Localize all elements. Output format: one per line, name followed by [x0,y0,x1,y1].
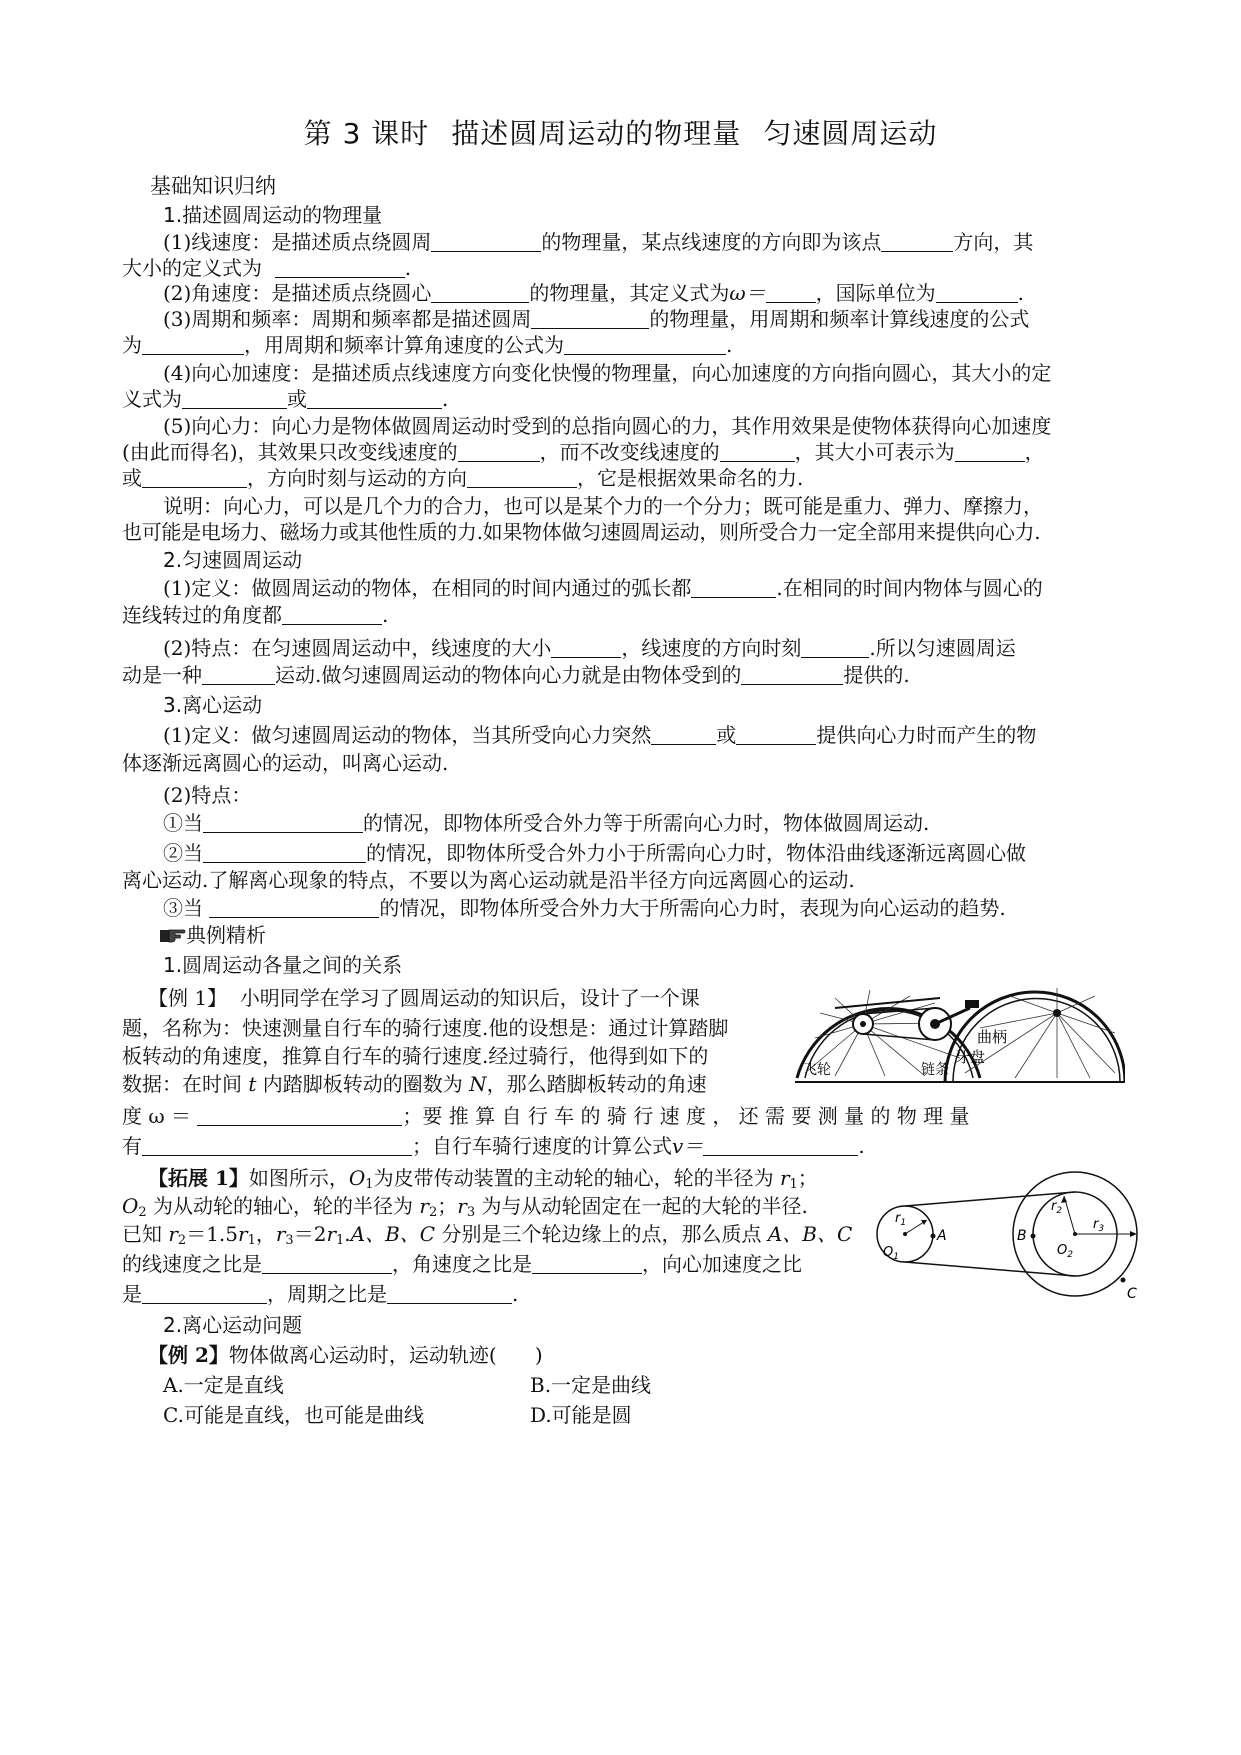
blank[interactable] [741,662,843,685]
s1-p1-line1: (1)线速度：是描述质点绕圆周 的物理量，某点线速度的方向即为该点 方向，其 [163,230,1034,254]
e1-line4: 数据：在时间 t 内踏脚板转动的圈数为 N，那么踏脚板转动的角速 [122,1072,707,1096]
label-r1: $r_1$ [895,1211,907,1228]
blank[interactable] [431,229,541,252]
belt-bottom [905,1262,1075,1276]
label-O2: $O_2$ [1057,1243,1073,1260]
s3-p1-line1: (1)定义：做匀速圆周运动的物体，当其所受向心力突然 或 提供向心力时而产生的物 [163,723,1037,747]
e2-option-b[interactable]: B.一定是曲线 [530,1373,652,1397]
blank[interactable] [142,465,247,488]
s2-p2-line2: 动是一种 运动.做匀速圆周运动的物体向心力就是由物体受到的 提供的. [122,663,910,687]
blank[interactable] [881,229,953,252]
label-crank: 曲柄 [977,1028,1008,1046]
label-chainring: 牙盘 [955,1048,986,1066]
s3-case2-line2: 离心运动.了解离心现象的特点，不要以为离心运动就是沿半径方向远离圆心的运动. [122,868,855,892]
section-basic-heading: 基础知识归纳 [150,174,276,198]
ext1-line4: 的线速度之比是 ，角速度之比是 ，向心加速度之比 [122,1252,802,1276]
s3-case2-line1: ②当 的情况，即物体所受合外力小于所需向心力时，物体沿曲线逐渐远离圆心做 [163,841,1026,865]
s2-p1-line1: (1)定义：做圆周运动的物体，在相同的时间内通过的弧长都 .在相同的时间内物体与圆心的 [163,576,1043,600]
s1-p4-line2: 义式为 或 . [122,387,449,411]
point-C [1121,1278,1126,1283]
e1-line1: 【例 1】 小明同学在学习了圆周运动的知识后，设计了一个课 [148,986,700,1010]
blank[interactable] [766,280,816,303]
blank[interactable] [182,386,287,409]
point-B [1031,1234,1036,1239]
title-topic: 描述圆周运动的物理量 [451,117,742,150]
e2-heading: 2.离心运动问题 [163,1313,303,1337]
blank[interactable] [651,722,716,745]
blank[interactable] [307,386,442,409]
label-O1: $O_1$ [883,1245,899,1262]
examples-header: 典例精析 [160,920,1160,950]
ext1-line2: $O_2$ 为从动轮的轴心，轮的半径为 $r_2$；$r_3$ 为与从动轮固定在一起的大轮的半径. [122,1194,808,1220]
blank[interactable] [282,602,382,625]
title-lesson: 第 3 课时 [303,117,430,150]
blank[interactable] [720,439,795,462]
label-C: C [1127,1286,1137,1302]
blank[interactable] [275,255,405,278]
blank[interactable] [936,280,1018,303]
s1-p2: (2)角速度：是描述质点绕圆心 的物理量，其定义式为ω＝ ，国际单位为 . [163,281,1025,305]
s2-heading: 2.匀速圆周运动 [163,548,303,572]
s1-heading: 1.描述圆周运动的物理量 [163,203,383,227]
e1-line2: 题，名称为：快速测量自行车的骑行速度.他的设想是：通过计算踏脚 [122,1016,729,1040]
s2-p1-line2: 连线转过的角度都 . [122,603,389,627]
label-r3: $r_3$ [1093,1217,1105,1234]
s1-note-line2: 也可能是电场力、磁场力或其他性质的力.如果物体做匀速圆周运动，则所受合力一定全部用来提供向心力. [122,520,1041,544]
blank[interactable] [458,439,540,462]
e1-line3: 板转动的角速度，推算自行车的骑行速度.经过骑行，他得到如下的 [122,1044,709,1068]
s1-p4-line1: (4)向心加速度：是描述质点线速度方向变化快慢的物理量，向心加速度的方向指向圆心，其大小的定 [163,361,1052,385]
page-title [0,112,1241,152]
s1-p3-line2: 为 ，用周期和频率计算角速度的公式为 . [122,333,733,357]
pointing-hand-icon [160,926,186,944]
e2-option-d[interactable]: D.可能是圆 [530,1403,632,1427]
blank[interactable] [531,306,649,329]
label-chain: 链条 [921,1062,949,1078]
bicycle-drivetrain-figure [795,978,1125,1100]
e2-question: 【例 2】物体做离心运动时，运动轨迹( ) [148,1343,543,1367]
blank[interactable] [202,662,275,685]
point-A [931,1234,936,1239]
blank[interactable] [703,1133,858,1156]
e1-line5: 度 ω ＝ ；要 推 算 自 行 车 的 骑 行 速 度 ， 还 需 要 测 量 的 物 理 量 [122,1104,970,1128]
blank[interactable] [209,895,379,918]
ext1-line5: 是 ，周期之比是 . [122,1282,519,1306]
blank[interactable] [431,280,529,303]
blank[interactable] [203,810,363,833]
s1-p5-line2: (由此而得名)，其效果只改变线速度的 ，而不改变线速度的 ，其大小可表示为 ， [122,440,1045,464]
s3-case1: ①当 的情况，即物体所受合外力等于所需向心力时，物体做圆周运动. [163,811,930,835]
e1-heading: 1.圆周运动各量之间的关系 [163,953,403,977]
s2-p2-line1: (2)特点：在匀速圆周运动中，线速度的大小 ，线速度的方向时刻 .所以匀速圆周运 [163,636,1016,660]
label-B: B [1017,1228,1027,1244]
e2-option-a[interactable]: A.一定是直线 [163,1373,284,1397]
blank[interactable] [736,722,816,745]
s1-p3-line1: (3)周期和频率：周期和频率都是描述圆周 的物理量，用周期和频率计算线速度的公式 [163,307,1030,331]
blank[interactable] [262,1251,392,1274]
blank[interactable] [197,1103,402,1126]
e2-option-c[interactable]: C.可能是直线，也可能是曲线 [163,1403,424,1427]
blank[interactable] [564,332,726,355]
s1-p5-line1: (5)向心力：向心力是物体做圆周运动时受到的总指向圆心的力，其作用效果是使物体获得向心加速度 [163,414,1052,438]
blank[interactable] [467,465,577,488]
s3-case3: ③当 的情况，即物体所受合外力大于所需向心力时，表现为向心运动的趋势. [163,896,1006,920]
s1-note-line1: 说明：向心力，可以是几个力的合力，也可以是某个力的一个分力；既可能是重力、弹力、摩擦力， [163,494,1043,518]
blank[interactable] [142,332,244,355]
title-subtopic: 匀速圆周运动 [763,117,938,150]
blank[interactable] [142,1133,412,1156]
label-A: A [937,1228,947,1244]
blank[interactable] [203,840,366,863]
label-flywheel: 飞轮 [803,1062,831,1078]
s1-p5-line3: 或 ，方向时刻与运动的方向 ，它是根据效果命名的力. [122,466,804,490]
label-r2: $r_2$ [1051,1199,1063,1216]
s1-p1-line2: 大小的定义式为 . [122,256,412,280]
blank[interactable] [387,1281,512,1304]
blank[interactable] [142,1281,267,1304]
belt-top [905,1192,1075,1206]
e1-line6: 有 ；自行车骑行速度的计算公式v＝ . [122,1134,865,1158]
blank[interactable] [955,439,1025,462]
ext1-line1: 【拓展 1】如图所示，$O_1$为皮带传动装置的主动轮的轴心，轮的半径为 $r_1$； [148,1166,818,1192]
s3-p2: (2)特点： [163,783,252,807]
belt-drive-figure [865,1170,1140,1320]
blank[interactable] [532,1251,642,1274]
ext1-line3: 已知 $r_2=1.5r_1$，$r_3=2r_1.A$、B、C 分别是三个轮边缘上的点，那么质点 A、B、C [122,1222,853,1248]
blank[interactable] [551,635,621,658]
blank[interactable] [801,635,869,658]
s3-heading: 3.离心运动 [163,693,263,717]
blank[interactable] [691,575,776,598]
s3-p1-line2: 体逐渐远离圆心的运动，叫离心运动. [122,751,449,775]
